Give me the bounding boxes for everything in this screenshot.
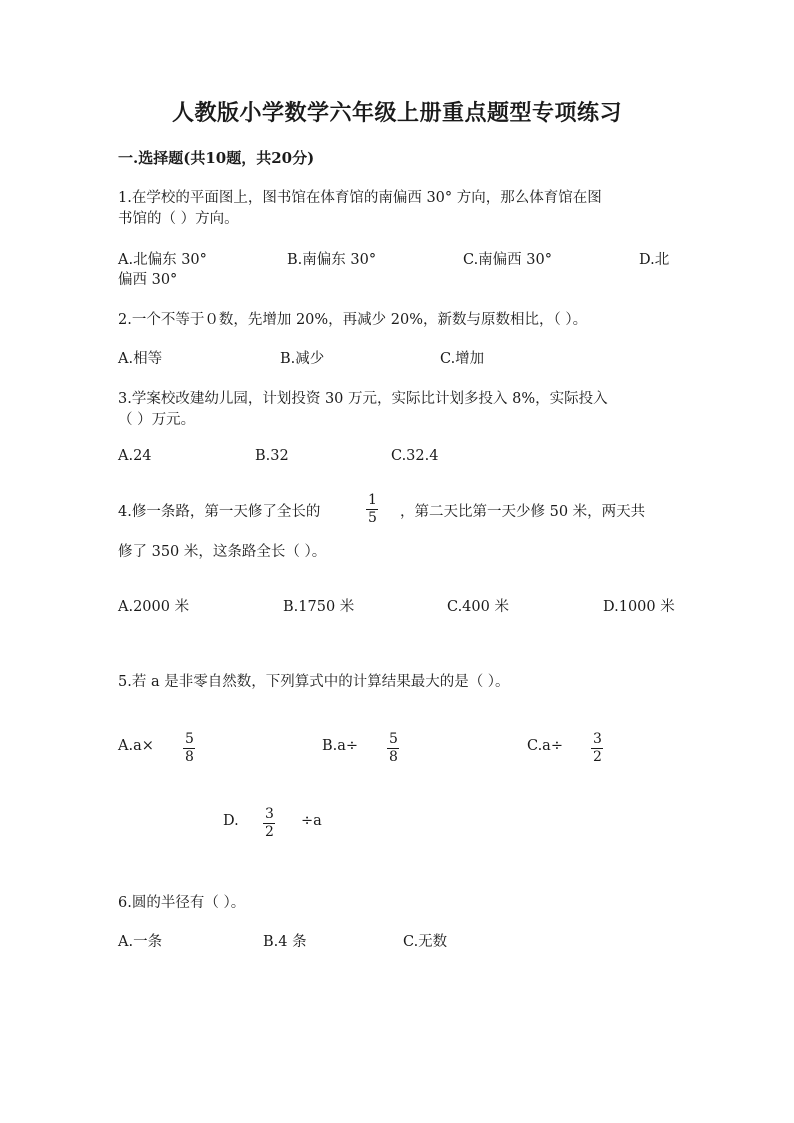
question-4-fraction [366,493,379,526]
question-3-option-a[interactable]: A.24 [118,448,152,464]
question-5-option-b[interactable]: B.a÷ [322,738,359,754]
question-4-option-b[interactable]: B.1750 米 [283,599,355,615]
fraction-denominator: 8 [389,749,398,765]
question-1-option-a[interactable]: A.北偏东 30° [118,252,207,268]
fraction-denominator: 2 [265,824,274,840]
question-3-option-b[interactable]: B.32 [255,448,289,464]
question-2-text: 2.一个不等于０数，先增加 20%，再减少 20%，新数与原数相比，（ ）。 [118,312,588,328]
question-5-option-d-fraction [263,807,276,840]
question-6-option-c[interactable]: C.无数 [403,934,448,950]
question-1-line-1: 1.在学校的平面图上，图书馆在体育馆的南偏西 30° 方向，那么体育馆在图 [118,190,602,206]
question-6-option-a[interactable]: A.一条 [118,934,163,950]
question-4-text-end: ，第二天比第一天少修 50 米，两天共 [400,504,646,520]
question-1-option-d-cont: 偏西 30° [118,272,178,288]
question-5-option-d[interactable]: D. [223,813,239,829]
question-2-option-a[interactable]: A.相等 [118,351,163,367]
section-heading: 一.选择题(共10题，共20分) [118,149,315,167]
fraction-numerator: 5 [389,731,398,747]
question-1-option-c[interactable]: C.南偏西 30° [463,252,552,268]
fraction-numerator: 3 [265,806,274,822]
fraction-numerator: 3 [593,731,602,747]
question-2-option-c[interactable]: C.增加 [440,351,485,367]
question-6-option-b[interactable]: B.4 条 [263,934,307,950]
question-5-text: 5.若 a 是非零自然数，下列算式中的计算结果最大的是（ ）。 [118,674,510,690]
question-5-option-a[interactable]: A.a× [118,738,154,754]
fraction-denominator: 8 [185,749,194,765]
fraction-numerator: 5 [185,731,194,747]
question-4-line-2: 修了 350 米，这条路全长（ ）。 [118,544,327,560]
question-1-option-d[interactable]: D.北 [639,252,670,268]
fraction-denominator: 5 [368,510,377,526]
page-title: 人教版小学数学六年级上册重点题型专项练习 [171,100,622,126]
question-5-option-d-tail: ÷a [301,813,322,829]
question-2-option-b[interactable]: B.减少 [280,351,325,367]
question-5-option-c[interactable]: C.a÷ [527,738,563,754]
question-1-option-b[interactable]: B.南偏东 30° [287,252,377,268]
question-5-option-a-fraction [183,732,196,765]
question-3-option-c[interactable]: C.32.4 [391,448,439,464]
question-4-option-c[interactable]: C.400 米 [447,599,509,615]
question-3-line-2: （ ）万元。 [118,412,196,428]
fraction-numerator: 1 [368,492,377,508]
question-3-line-1: 3.学案校改建幼儿园，计划投资 30 万元，实际比计划多投入 8%，实际投入 [118,391,608,407]
question-4-option-d[interactable]: D.1000 米 [603,599,675,615]
question-5-option-c-fraction [591,732,604,765]
question-4-option-a[interactable]: A.2000 米 [118,599,190,615]
question-5-option-b-fraction [387,732,400,765]
fraction-denominator: 2 [593,749,602,765]
question-1-line-2: 书馆的（ ）方向。 [118,211,239,227]
question-4-text-start: 4.修一条路，第一天修了全长的 [118,504,321,520]
question-6-text: 6.圆的半径有（ ）。 [118,895,246,911]
